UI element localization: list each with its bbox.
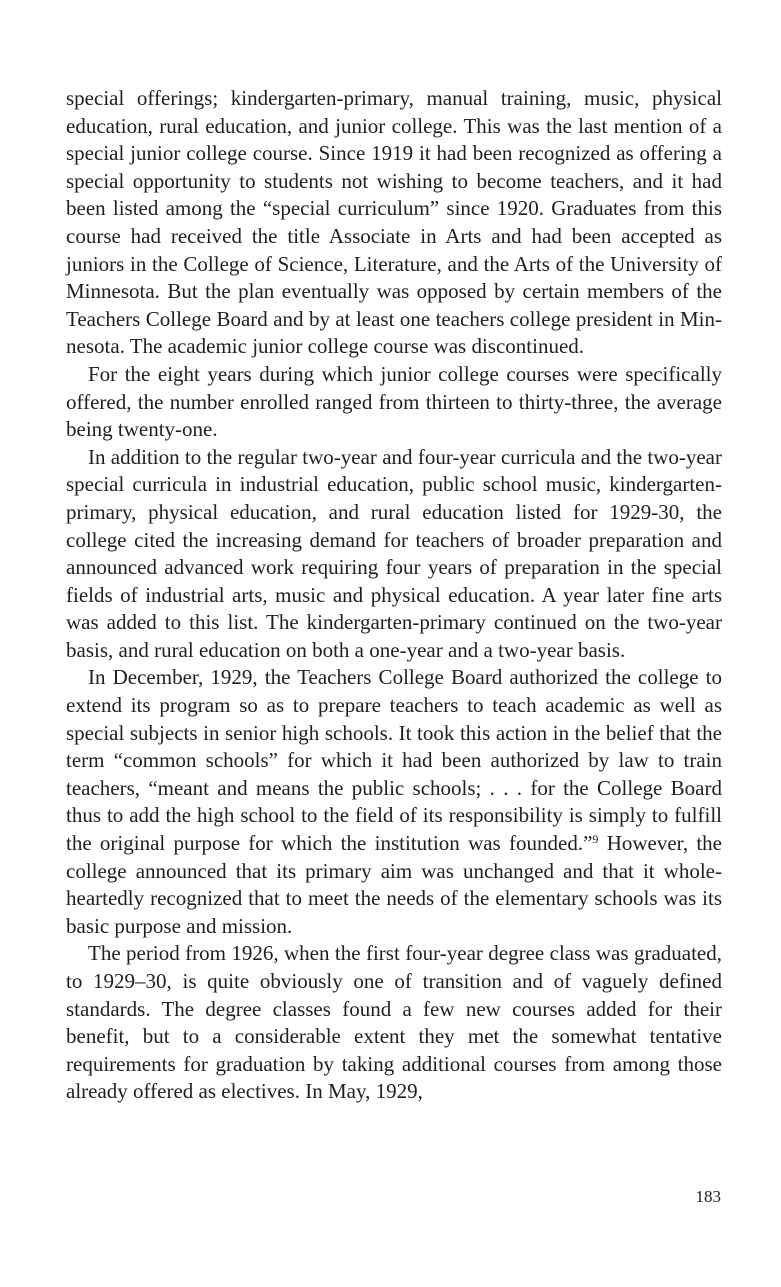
paragraph-5: The period from 1926, when the first four-year degree class was graduated, to 1929–30, is quite obviously one of transition and of vaguely defined standards. The degree classes found a few new courses added for their benefit, but to a considerable extent they met the somewhat tentative requirements for graduation by taking additional courses from among those already offered as electives. In May, 1929,: [66, 941, 722, 1104]
footnote-reference: 9: [592, 832, 599, 847]
paragraph-4-text: In December, 1929, the Teachers College Board authorized the college to extend its program so as to prepare teachers to teach academic as well as special subjects in senior high schools. It took this action in the belief that the term “common schools” for which it had been authorized by law to train teachers, “meant and means the public schools; . . . for the College Board thus to add the high school to the field of its responsibility is simply to fulfill the original purpose for which the institution was founded.”: [66, 665, 722, 856]
page-number: 183: [695, 1187, 721, 1206]
paragraph-3: In addition to the regular two-year and four-year curricula and the two-year special curricula in industrial education, public school music, kindergarten-primary, physical education, and rural education listed for 1929-30, the college cited the increasing demand for teachers of broader preparation and announced advanced work requiring four years of preparation in the special fields of industrial arts, music and physical education. A year later fine arts was added to this list. The kindergarten-primary continued on the two-year basis, and rural education on both a one-year and a two-year basis.: [66, 444, 722, 662]
paragraph-1: special offerings; kindergarten-primary, manual training, music, physical education, rural education, and junior college. This was the last mention of a special junior college course. Since 1919 it had been recognized as offering a special opportunity to students not wishing to become teachers, and it had been listed among the “special curriculum” since 1920. Graduates from this course had received the title Associate in Arts and had been accepted as juniors in the College of Science, Literature, and the Arts of the University of Minnesota. But the plan eventually was opposed by certain members of the Teachers College Board and by at least one teachers college president in Minnesota. The academic junior college course was discontinued.: [66, 86, 722, 359]
paragraph-2: For the eight years during which junior college courses were specifically offered, the number enrolled ranged from thirteen to thirty-three, the average being twenty-one.: [66, 361, 722, 442]
page-body: [66, 85, 722, 1106]
paragraph-4: [66, 664, 722, 940]
paragraph-4-continuation: However, the college announced that its primary aim was unchanged and that it wholeheartedly recognized that to meet the needs of the elementary schools was its basic purpose and mission.: [66, 831, 722, 938]
